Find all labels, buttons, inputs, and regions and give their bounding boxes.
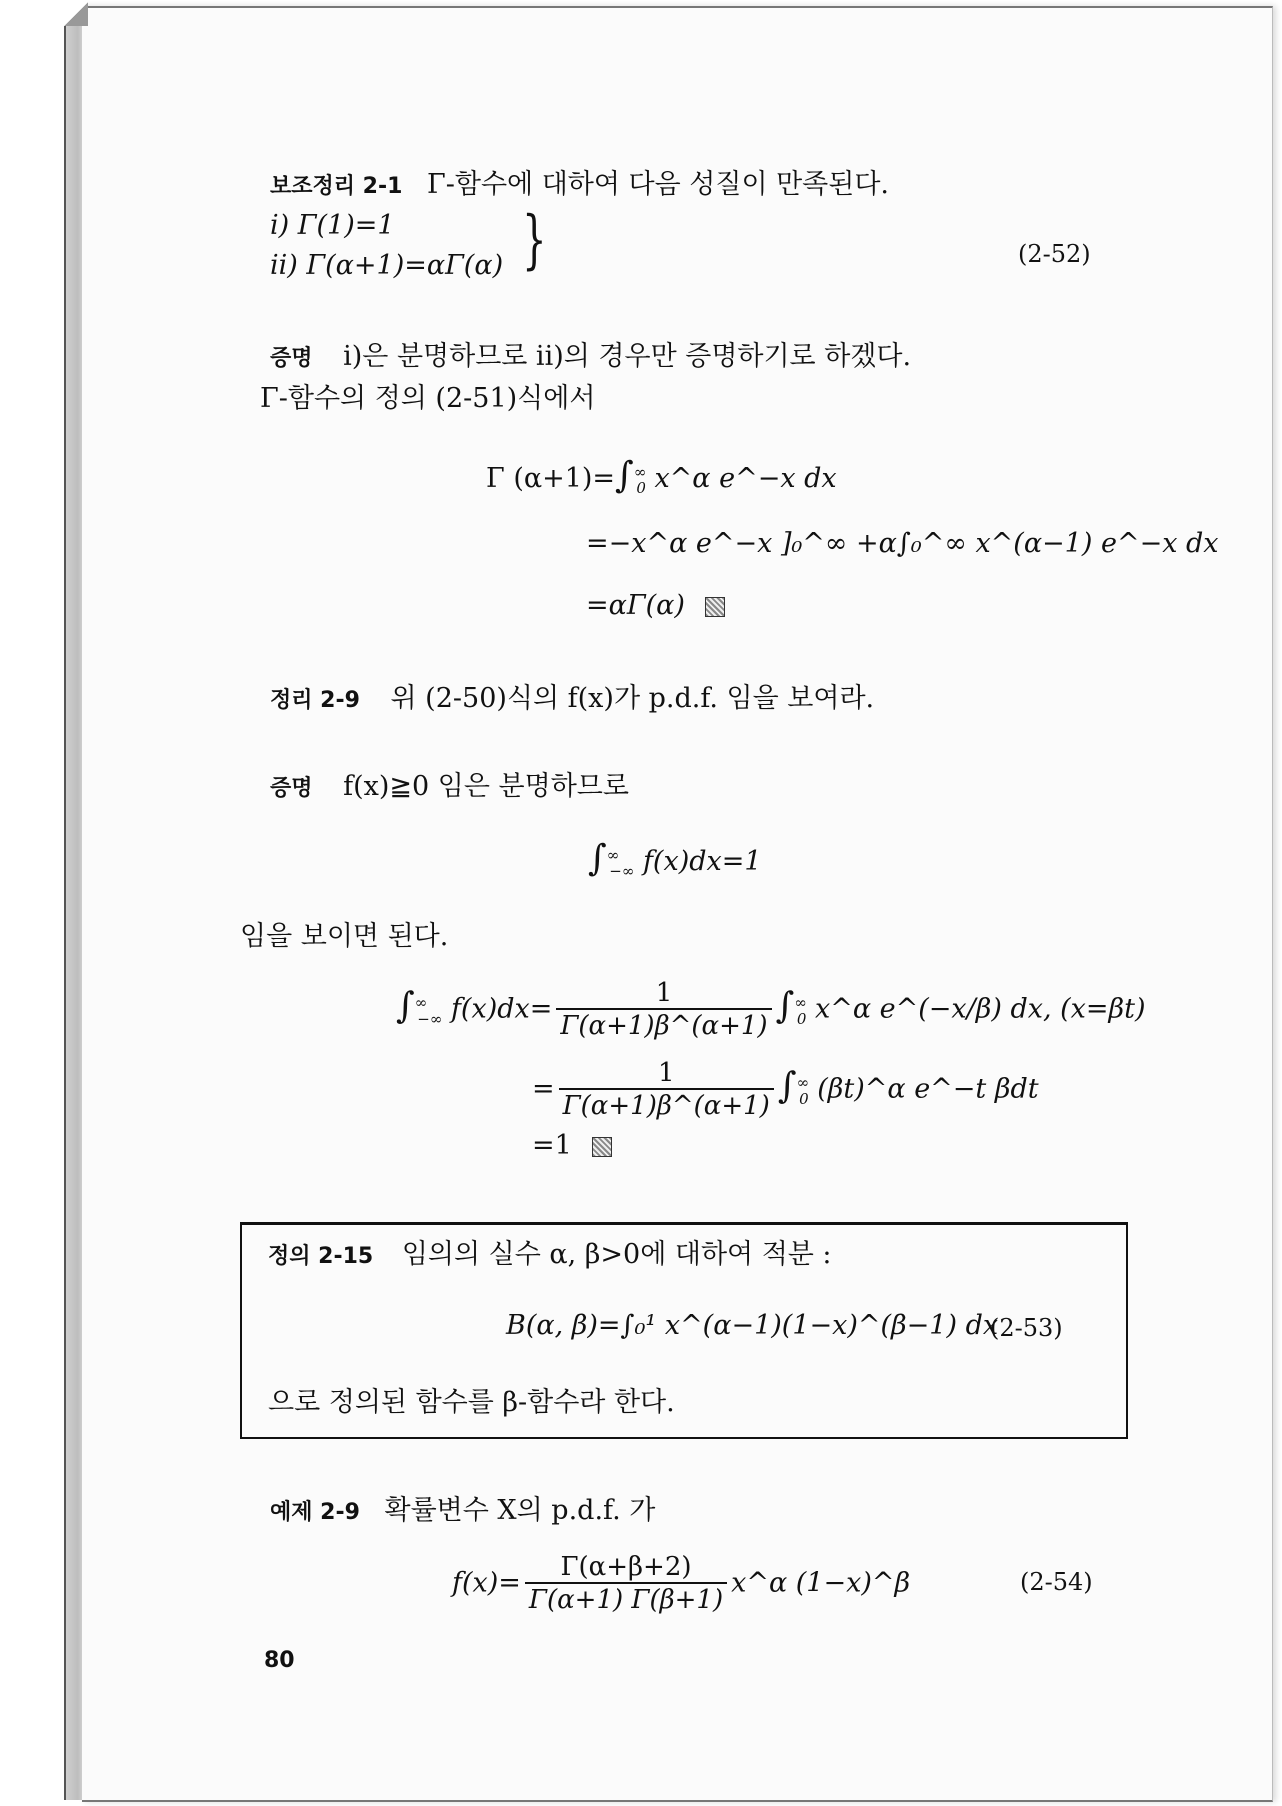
proof2-eq-2: = $\frac{1}{\Gamma(\alpha+1)\beta\^{}(\alpha+1)}$ $\int^\infty_0$ (βt)^α e^−t βdt — [532, 1058, 1039, 1121]
right-brace: } — [522, 203, 547, 277]
proof1-text-1: i)은 분명하므로 ii)의 경우만 증명하기로 하겠다. — [343, 341, 912, 372]
proof1-line-1 — [270, 340, 911, 376]
example-statement: 확률변수 X의 p.d.f. 가 — [384, 1495, 656, 1526]
page-corner-fold — [64, 2, 88, 26]
proof1-line-2: Γ-함수의 정의 (2-51)식에서 — [260, 383, 596, 414]
proof2-text-1: f(x)≧0 임은 분명하므로 — [343, 771, 629, 802]
lemma-statement: Γ-함수에 대하여 다음 성질이 만족된다. — [427, 169, 890, 200]
definition-statement: 임의의 실수 α, β>0에 대하여 적분 : — [401, 1239, 832, 1270]
lemma-item-1: i) Γ(1)=1 — [270, 210, 395, 241]
lemma-label: 보조정리 2-1 — [270, 174, 403, 199]
definition-eq: B(α, β)=∫₀¹ x^(α−1)(1−x)^(β−1) dx — [506, 1310, 999, 1341]
example-eq: f(x)= $\frac{\Gamma(\alpha+\beta+2)}{\Gamma(\alpha+1) \Gamma(\beta+1)}$ x^α (1−x)^β — [452, 1552, 911, 1615]
book-page — [82, 6, 1273, 1802]
example-fraction: $\frac{\Gamma(\alpha+\beta+2)}{\Gamma(\alpha+1) \Gamma(\beta+1)}$ — [525, 1552, 727, 1616]
theorem-line — [270, 682, 874, 718]
example-label: 예제 2-9 — [270, 1500, 360, 1525]
qed-box-icon — [705, 597, 725, 617]
proof2-line-2: 임을 보이면 된다. — [240, 921, 449, 952]
page-number: 80 — [264, 1648, 295, 1673]
proof2-fraction-1: $\frac{1}{\Gamma(\alpha+1)\beta\^{}(\alpha+1)}$ — [556, 978, 771, 1042]
proof1-eq-1: Γ $(\alpha+1)=\int^\infty_0$ x^α e^−x dx — [486, 455, 837, 498]
proof2-eq-3: =1 — [532, 1130, 612, 1161]
proof2-label: 증명 — [270, 776, 313, 801]
theorem-statement: 위 (2-50)식의 f(x)가 p.d.f. 임을 보여라. — [390, 683, 875, 714]
proof1-eq-1-rhs: x^α e^−x dx — [654, 463, 837, 494]
example-line — [270, 1494, 655, 1530]
definition-closing: 으로 정의된 함수를 β-함수라 한다. — [268, 1387, 675, 1418]
lemma-line — [270, 168, 889, 204]
theorem-label: 정리 2-9 — [270, 688, 360, 713]
qed-box-icon — [592, 1137, 612, 1157]
proof1-eq-2: =−x^α e^−x ]₀^∞ +α∫₀^∞ x^(α−1) e^−x dx — [586, 528, 1219, 559]
example-eq-number: (2-54) — [1020, 1568, 1093, 1596]
proof2-eq-1: $\int^\infty_{-\infty}$ f(x)dx= $\frac{1}{\Gamma(\alpha+1)\beta\^{}(\alpha+1)}$ $\int^\infty_0$ x^α e^(−x/β) dx, (x=βt) — [396, 978, 1146, 1041]
proof2-fraction-2: $\frac{1}{\Gamma(\alpha+1)\beta\^{}(\alpha+1)}$ — [559, 1058, 774, 1122]
definition-eq-number: (2-53) — [990, 1314, 1063, 1342]
proof1-label: 증명 — [270, 346, 313, 371]
proof1-eq-3: =αΓ(α) — [586, 590, 725, 621]
proof2-center-eq: $\int^\infty_{-\infty}$ f(x)dx=1 — [588, 838, 762, 881]
definition-label: 정의 2-15 — [268, 1244, 374, 1269]
proof2-line-1 — [270, 770, 629, 806]
definition-line — [268, 1238, 832, 1274]
lemma-eq-number: (2-52) — [1018, 240, 1091, 268]
lemma-item-2: ii) Γ(α+1)=αΓ(α) — [270, 250, 504, 281]
